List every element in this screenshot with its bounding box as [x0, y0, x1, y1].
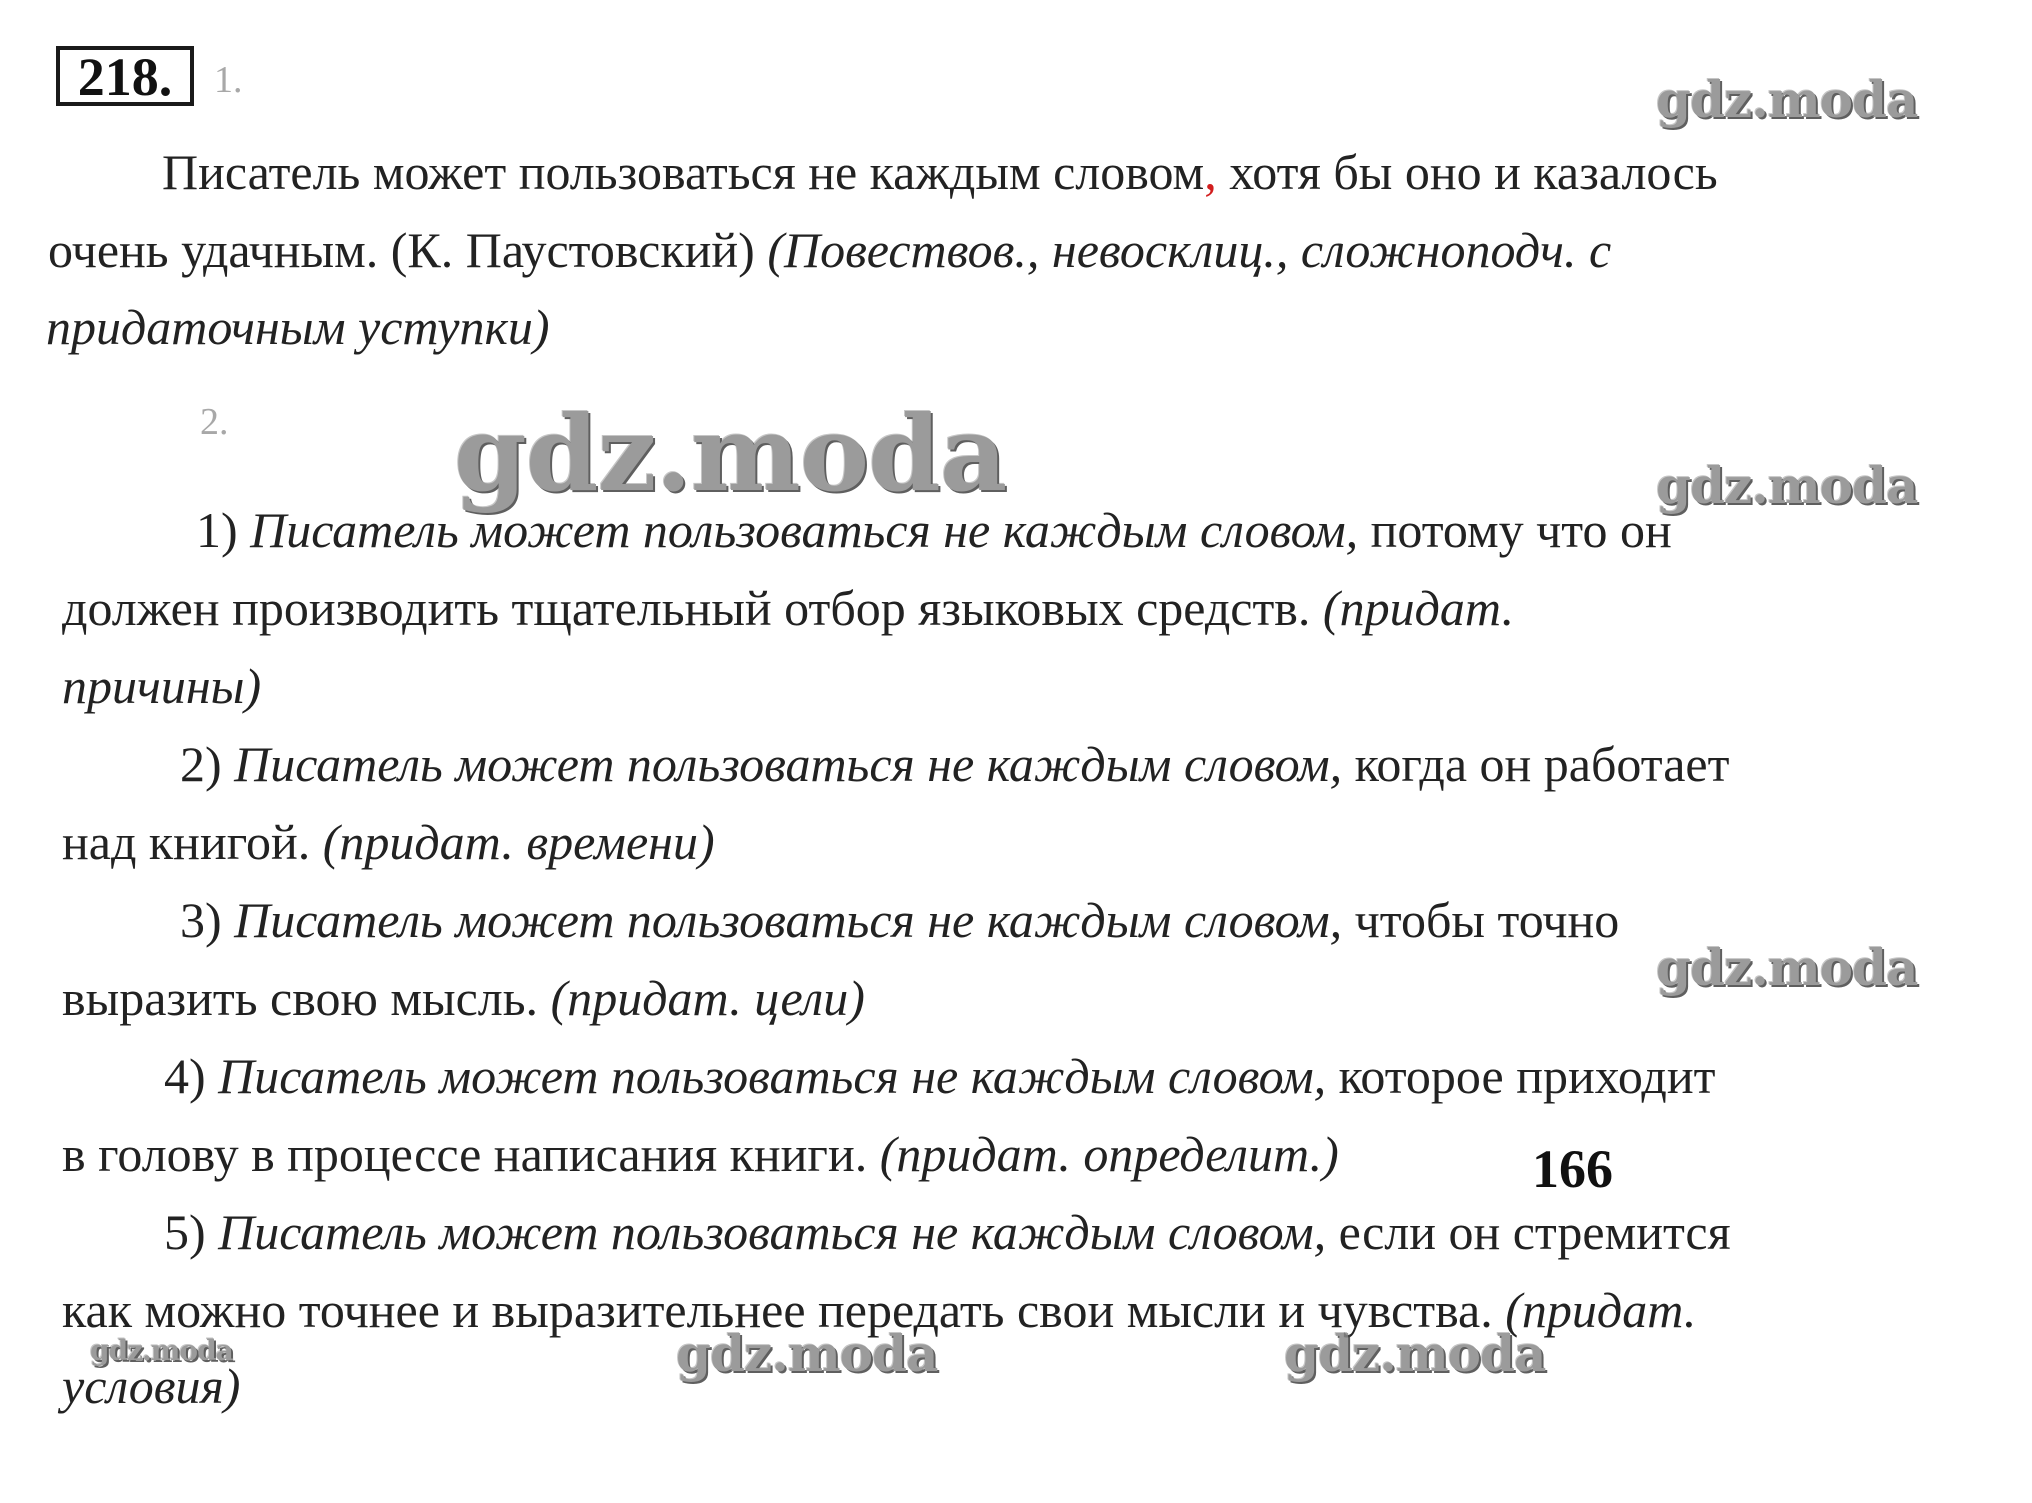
item-number: 5) — [164, 1204, 219, 1260]
item-number: 3) — [180, 892, 235, 948]
watermark: gdz.moda — [454, 392, 1007, 515]
watermark: gdz.moda — [1656, 938, 1918, 997]
sentence-text: хотя бы оно и казалось — [1216, 144, 1718, 200]
subordinate-clause: должен производить тщательный отбор языковых средств. — [62, 580, 1323, 636]
item-2-line-1 — [180, 734, 1729, 794]
clause-type: (придат. определит.) — [879, 1126, 1339, 1182]
item-4-line-2 — [62, 1124, 1339, 1184]
item-2-line-2 — [62, 812, 715, 872]
main-clause: Писатель может пользоваться не каждым словом, — [234, 892, 1343, 948]
subordinate-clause: потому что он — [1358, 502, 1672, 558]
item-number: 4) — [164, 1048, 219, 1104]
item-5-line-3: условия) — [62, 1358, 241, 1414]
item-3-line-1 — [180, 890, 1619, 950]
clause-type: (придат. времени) — [322, 814, 715, 870]
sentence-text: очень удачным. (К. Паустовский) — [48, 222, 768, 278]
main-clause: Писатель может пользоваться не каждым словом, — [218, 1204, 1327, 1260]
subordinate-clause: как можно точнее и выразительнее передать свои мысли и чувства. — [62, 1282, 1506, 1338]
sentence-analysis: (Повествов., невосклиц., сложноподч. с — [767, 222, 1612, 278]
subordinate-clause: когда он работает — [1342, 736, 1730, 792]
highlighted-comma: , — [1204, 144, 1217, 200]
item-3-line-2 — [62, 968, 865, 1028]
clause-type: (придат. — [1505, 1282, 1697, 1338]
item-number: 1) — [196, 502, 251, 558]
subordinate-clause: в голову в процессе написания книги. — [62, 1126, 880, 1182]
clause-type: (придат. — [1322, 580, 1515, 636]
clause-type: (придат. цели) — [550, 970, 865, 1026]
sentence-line-1 — [162, 142, 1718, 202]
item-1-line-2 — [62, 578, 1514, 638]
watermark: gdz.moda — [1656, 456, 1918, 515]
sentence-analysis-cont: придаточным уступки) — [46, 299, 550, 355]
sentence-line-2 — [48, 220, 1611, 280]
item-number: 2) — [180, 736, 235, 792]
watermark: gdz.moda — [676, 1324, 938, 1383]
item-5-line-1 — [164, 1202, 1731, 1262]
watermark: gdz.moda — [1284, 1324, 1546, 1383]
subordinate-clause: если он стремится — [1326, 1204, 1731, 1260]
sentence-text: Писатель может пользоваться не каждым словом — [162, 144, 1205, 200]
exercise-number: 218. — [56, 46, 194, 106]
page-number: 166 — [1532, 1139, 1613, 1199]
watermark: gdz.moda — [1656, 70, 1918, 129]
item-4-line-1 — [164, 1046, 1715, 1106]
main-clause: Писатель может пользоваться не каждым словом, — [234, 736, 1343, 792]
subordinate-clause: которое приходит — [1326, 1048, 1716, 1104]
main-clause: Писатель может пользоваться не каждым словом, — [250, 502, 1359, 558]
part-1-label: 1. — [214, 59, 243, 101]
main-clause: Писатель может пользоваться не каждым словом, — [218, 1048, 1327, 1104]
part-2-label: 2. — [200, 401, 229, 443]
watermark: gdz.moda — [90, 1334, 233, 1367]
item-1-line-3: причины) — [62, 658, 262, 714]
subordinate-clause: над книгой. — [62, 814, 323, 870]
subordinate-clause: выразить свою мысль. — [62, 970, 551, 1026]
subordinate-clause: чтобы точно — [1342, 892, 1620, 948]
